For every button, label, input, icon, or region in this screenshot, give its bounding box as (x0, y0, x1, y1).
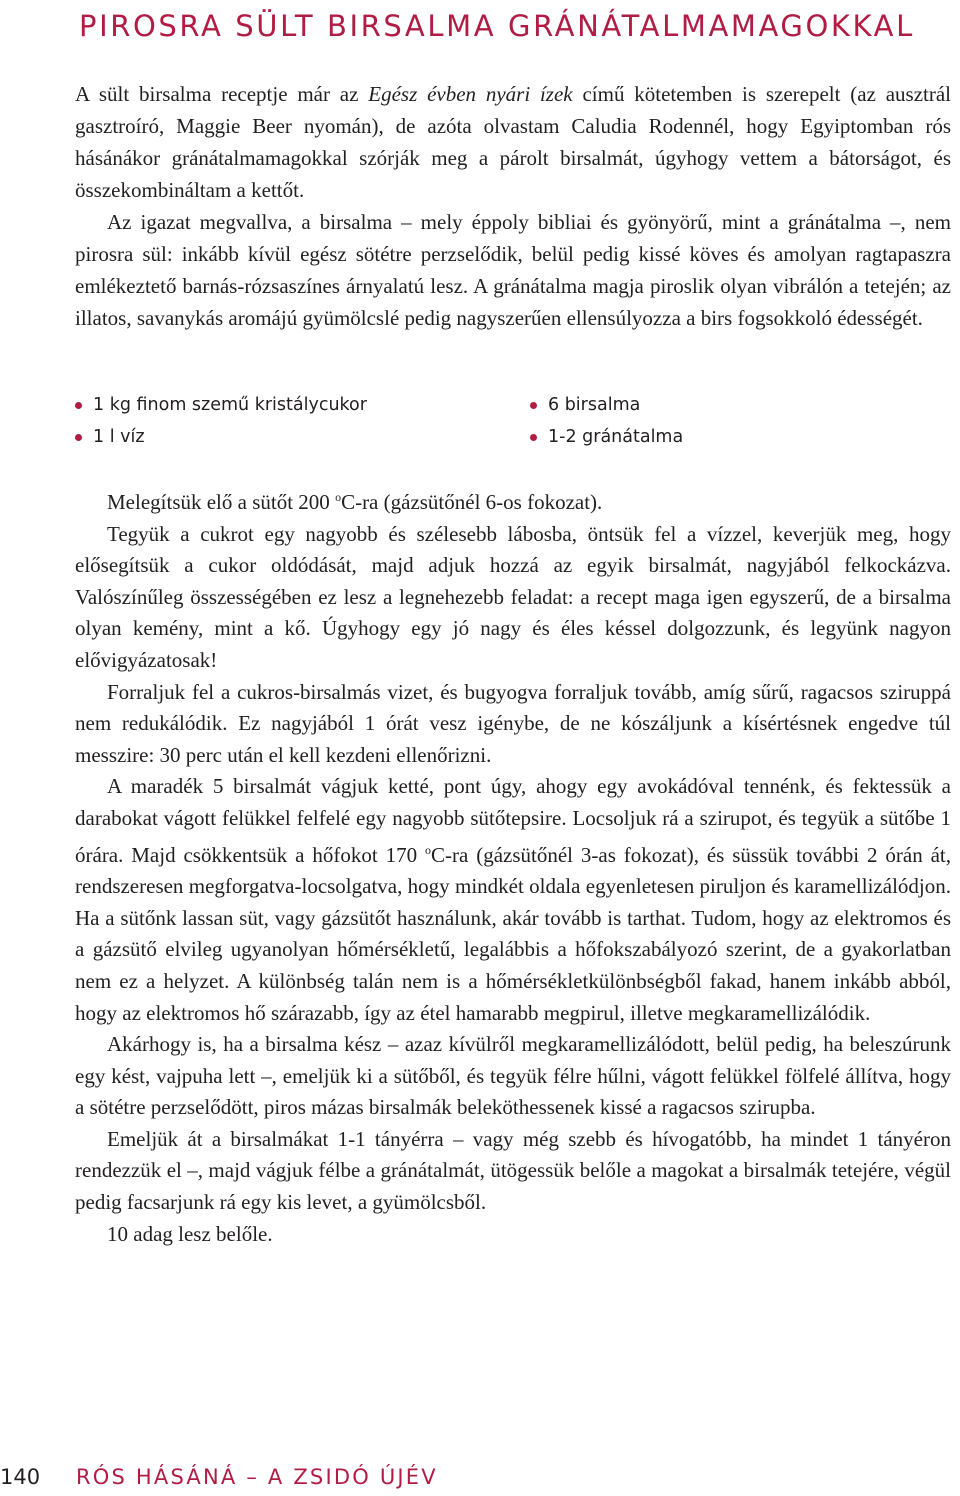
ingredient-item: 1 l víz (75, 425, 530, 449)
method-paragraph-4: A maradék 5 birsalmát vágjuk ketté, pont úgy, ahogy egy avokádóval tennénk, és fektessük a darabokat vágott felükkel felfelé egy nagyobb sütőtepsire. Locsoljuk rá a szirupot, és tegyük a sütőbe 1 órára. Majd csökkentsük a hőfokot 170 $^o$C-ra (gázsütőnél 3-as fokozat), és süssük további 2 órán át, rendszeresen megforgatva-locsolgatva, hogy mindkét oldala egyenletesen piruljon és karamellizálódjon. Ha a sütőnk lassan süt, vagy gázsütőt használunk, akár tovább is tarthat. Tudom, hogy az elektromos és a gázsütő elvileg ugyanolyan hőmérsékletű, legalábbis a hőfokszabályozó szerint, de a gyakorlatban nem ez a helyzet. A különbség talán nem is a hőmérsékletkülönbségből fakad, hanem inkább abból, hogy az elektromos hő szárazabb, így az étel hamarabb megpirul, illetve megkaramellizálódik. (75, 774, 951, 1025)
method-paragraph-5: Akárhogy is, ha a birsalma kész – azaz kívülről megkaramellizálódott, belül pedig, ha beleszúrunk egy kést, vajpuha lett –, emeljük ki a sütőből, és tegyük félre hűlni, vágott felükkel fölfelé állítva, hogy a sötétre perzselődött, piros mázas birsalmák beleköthessenek kissé a ragacsos szirupba. (75, 1032, 951, 1120)
running-footer-title: RÓS HÁSÁNÁ – A ZSIDÓ ÚJÉV (76, 1465, 438, 1489)
ingredient-item: 1 kg finom szemű kristálycukor (75, 393, 530, 417)
intro-text (75, 78, 951, 334)
intro-paragraph-2: Az igazat megvallva, a birsalma – mely éppoly bibliai és gyönyörű, mint a gránátalma –, nem pirosra sül: inkább kívül egész sötétre perzselődik, belül pedig kissé köves és amolyan ragtapaszra emlékeztető barnás-rózsaszínes árnyalatú lesz. A gránátalma magja piroslik olyan vibrálón a tetején; az illatos, savanykás aromájú gyümölcslé pedig nagyszerűen ellensúlyozza a birs fogsokkoló édességét. (75, 210, 951, 330)
bullet-icon (75, 402, 82, 409)
page-number: 140 (0, 1465, 41, 1489)
ingredient-list (75, 393, 725, 449)
method-paragraph-6: Emeljük át a birsalmákat 1-1 tányérra – vagy még szebb és hívogatóbb, ha mindet 1 tányéron rendezzük el –, majd vágjuk félbe a gránátalmát, ütögessük belőle a magokat a birsalmák tetejére, végül pedig facsarjunk rá egy kis levet, a gyümölcsből. (75, 1126, 951, 1215)
bullet-icon (530, 434, 537, 441)
ingredient-item: 1-2 gránátalma (530, 425, 725, 449)
method-text (75, 482, 951, 1250)
method-paragraph-3: Forraljuk fel a cukros-birsalmás vizet, és bugyogva forraljuk tovább, amíg sűrű, ragacsos sziruppá nem redukálódik. Ez nagyjából 1 órát vesz igénybe, de ne kószáljunk a kísértésnek engedve túl messzire: 30 perc után el kell kezdeni ellenőrizni. (75, 679, 951, 767)
method-paragraph-7: 10 adag lesz belőle. (107, 1221, 273, 1246)
recipe-title: PIROSRA SÜLT BIRSALMA GRÁNÁTALMAMAGOKKAL (79, 9, 915, 43)
ingredient-item: 6 birsalma (530, 393, 725, 417)
bullet-icon (530, 402, 537, 409)
book-title-emphasis: Egész évben nyári ízek (368, 82, 573, 106)
method-paragraph-2: Tegyük a cukrot egy nagyobb és szélesebb lábosba, öntsük fel a vízzel, keverjük meg, hogy elősegítsük a cukor oldódását, majd adjuk hozzá az egyik birsalmát, nagyjából felkockázva. Valószínűleg összességében ez lesz a legnehezebb feladat: a recept maga igen egyszerű, de a birsalma olyan kemény, mint a kő. Úgyhogy egy jó nagy és éles késsel dolgozzunk, és legyünk nagyon elővigyázatosak! (75, 521, 951, 672)
bullet-icon (75, 434, 82, 441)
intro-paragraph-1: A sült birsalma receptje már az Egész évben nyári ízek című kötetemben is szerepelt (az ausztrál gasztroíró, Maggie Beer nyomán), de azóta olvastam Caludia Rodennél, hogy Egyiptomban rós hásánákor gránátalmamagokkal szórják meg a párolt birsalmát, úgyhogy vettem a bátorságot, és összekombináltam a kettőt. (75, 82, 952, 202)
method-paragraph-1: Melegítsük elő a sütőt 200 $^o$C-ra (gázsütőnél 6-os fokozat). (107, 490, 603, 514)
